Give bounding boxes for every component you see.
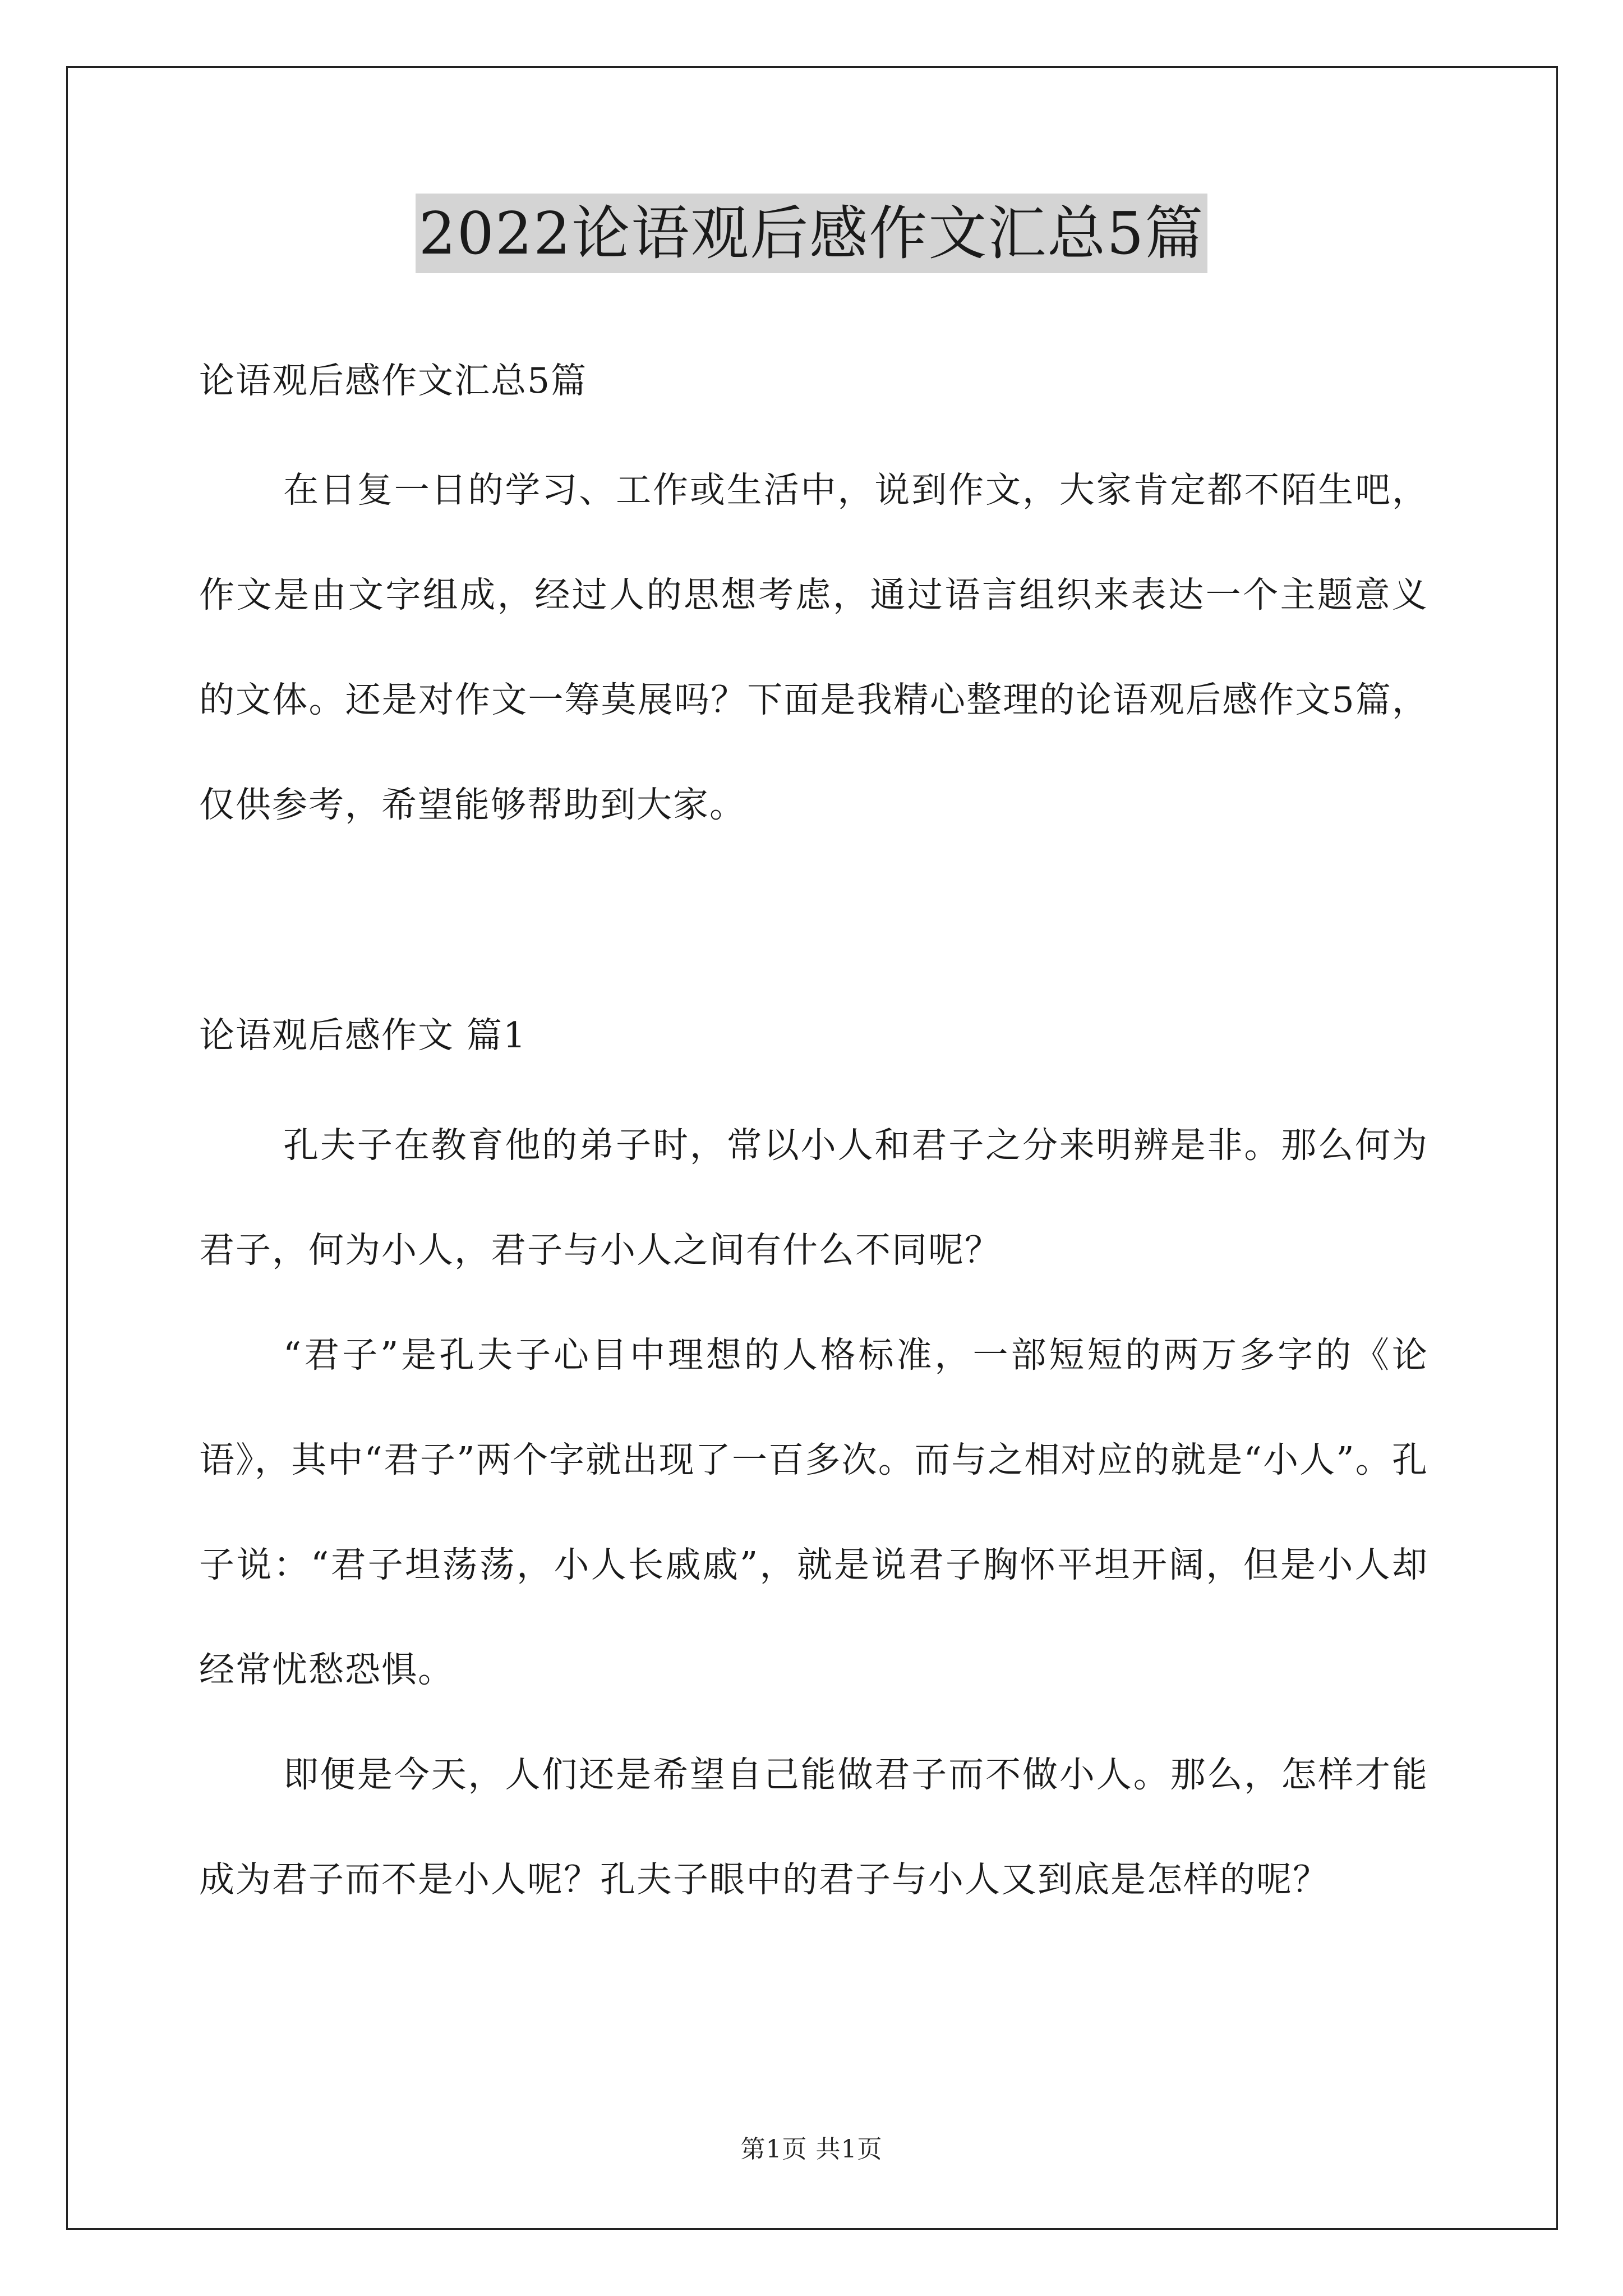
page-footer: 第1页 共1页 [740, 2135, 883, 2164]
document-title: 2022论语观后感作文汇总5篇 [416, 194, 1208, 273]
body-paragraph-3: 即便是今天，人们还是希望自己能做君子而不做小人。那么，怎样才能成为君子而不是小人呢？孔夫子眼中的君子与小人又到底是怎样的呢？ [199, 1754, 1428, 1900]
title-container [0, 194, 1623, 273]
document-subtitle: 论语观后感作文汇总5篇 [199, 360, 588, 401]
section-heading: 论语观后感作文 篇1 [199, 1015, 527, 1056]
body-paragraph-2: “君子”是孔夫子心目中理想的人格标准，一部短短的两万多字的《论语》，其中“君子”两个字就出现了一百多次。而与之相对应的就是“小人”。孔子说：“君子坦荡荡，小人长戚戚”，就是说君子胸怀平坦开阔，但是小人却经常忧愁恐惧。 [199, 1335, 1428, 1690]
intro-paragraph: 在日复一日的学习、工作或生活中，说到作文，大家肯定都不陌生吧，作文是由文字组成，经过人的思想考虑，通过语言组织来表达一个主题意义的文体。还是对作文一筹莫展吗？下面是我精心整理的论语观后感作文5篇，仅供参考，希望能够帮助到大家。 [199, 470, 1428, 825]
body-paragraph-1: 孔夫子在教育他的弟子时，常以小人和君子之分来明辨是非。那么何为君子，何为小人，君子与小人之间有什么不同呢？ [199, 1125, 1428, 1271]
